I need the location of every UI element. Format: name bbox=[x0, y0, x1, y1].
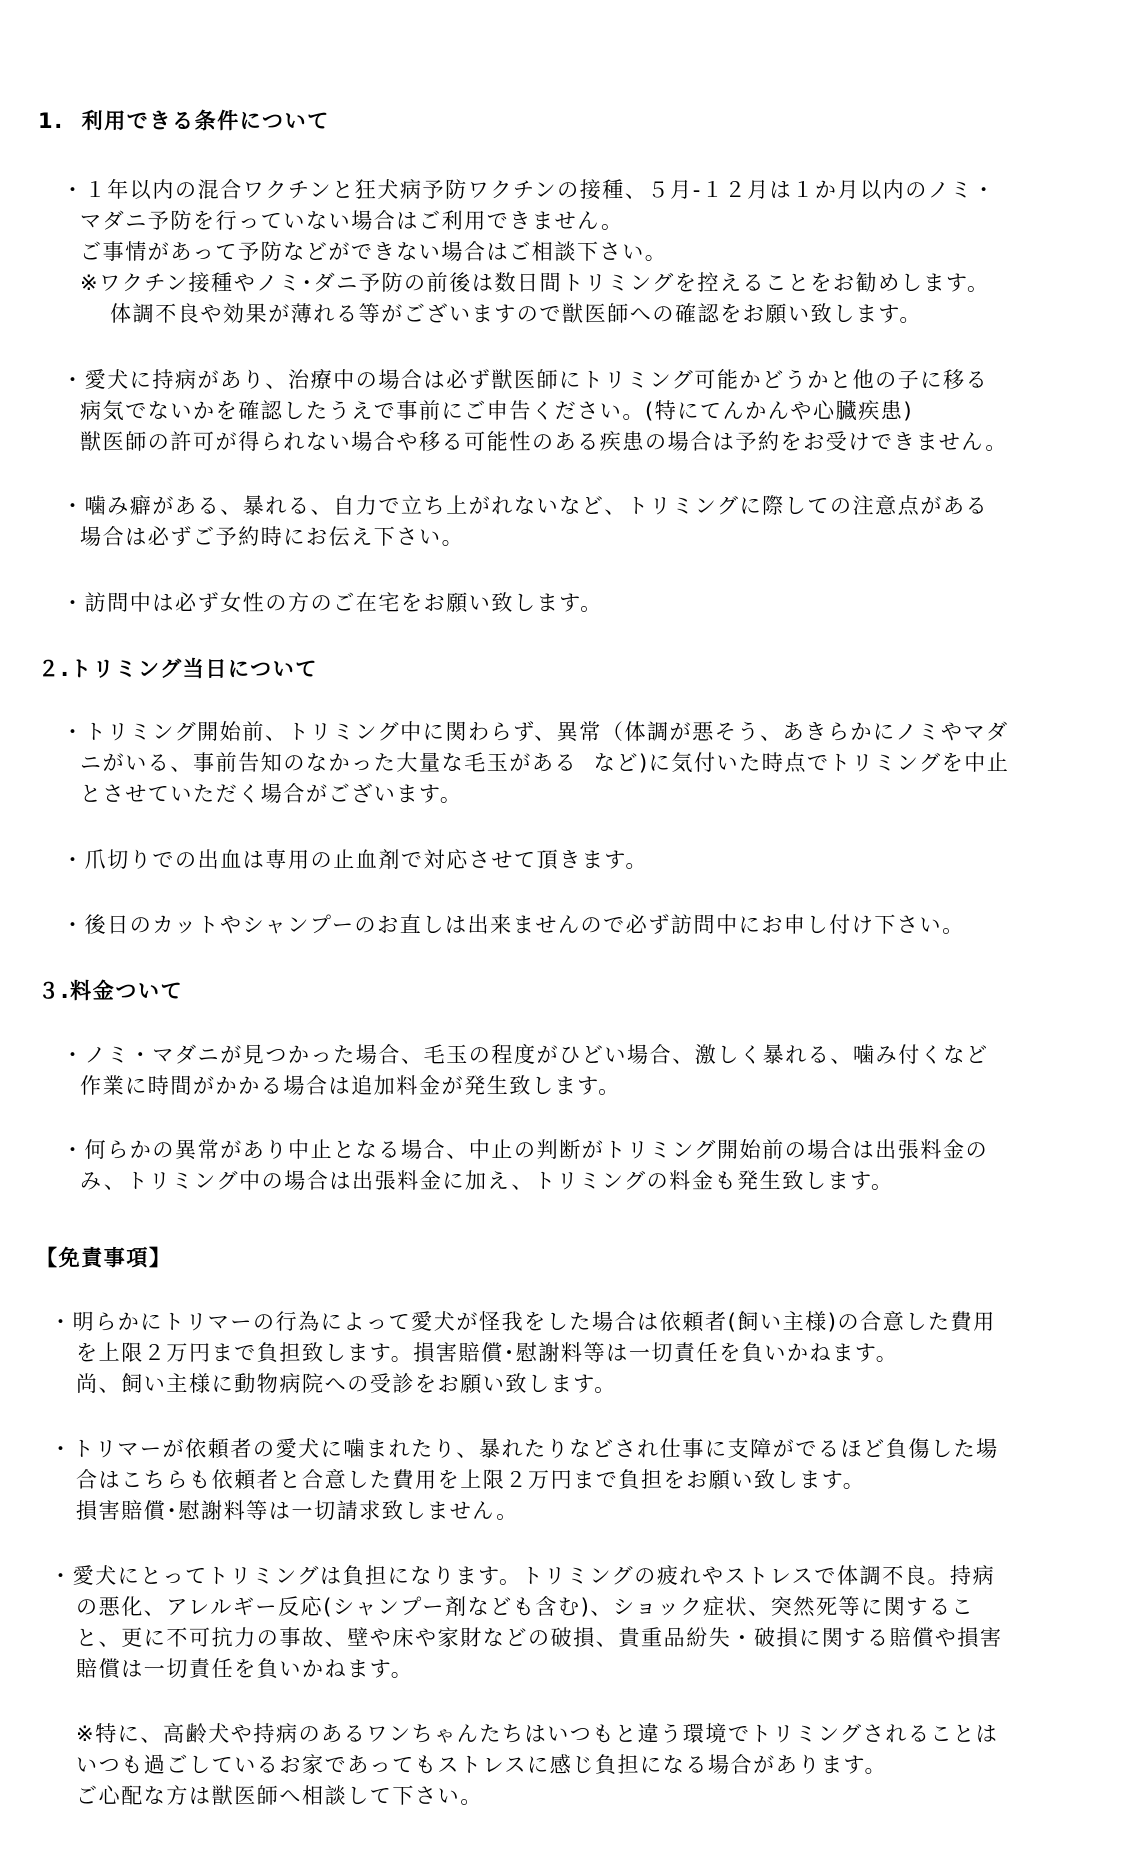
text-line: 病気でないかを確認したうえで事前にご申告ください。(特にてんかんや心臓疾患) bbox=[80, 399, 914, 423]
text-line: 体調不良や効果が薄れる等がございますので獣医師への確認をお願い致します。 bbox=[110, 302, 922, 326]
text-line: 作業に時間がかかる場合は追加料金が発生致します。 bbox=[80, 1074, 621, 1098]
text-line: マダニ予防を行っていない場合はご利用できません。 bbox=[80, 209, 624, 233]
text-line: と、更に不可抗力の事故、壁や床や家財などの破損、貴重品紛失・破損に関する賠償や損害 bbox=[76, 1626, 1003, 1650]
text-line: 尚、飼い主様に動物病院への受診をお願い致します。 bbox=[76, 1372, 617, 1396]
text-line: ニがいる、事前告知のなかった大量な毛玉がある など)に気付いた時点でトリミングを中止 bbox=[80, 751, 1010, 775]
text-line: ・何らかの異常があり中止となる場合、中止の判断がトリミング開始前の場合は出張料金の bbox=[62, 1138, 989, 1162]
text-line: を上限２万円まで負担致します。損害賠償･慰謝料等は一切責任を負いかねます。 bbox=[76, 1341, 899, 1365]
text-line: いつも過ごしているお家であってもストレスに感じ負担になる場合があります。 bbox=[76, 1753, 888, 1777]
text-line: ご心配な方は獣医師へ相談して下さい。 bbox=[76, 1784, 483, 1808]
text-line: ・愛犬にとってトリミングは負担になります。トリミングの疲れやストレスで体調不良。持病 bbox=[50, 1564, 996, 1588]
text-line: ・トリミング開始前、トリミング中に関わらず、異常（体調が悪そう、あきらかにノミやマダ bbox=[62, 720, 1009, 744]
text-line: とさせていただく場合がございます。 bbox=[80, 782, 463, 806]
section-heading: ３.料金ついて bbox=[38, 979, 184, 1003]
text-line: ・爪切りでの出血は専用の止血剤で対応させて頂きます。 bbox=[62, 848, 648, 872]
text-line: ご事情があって予防などができない場合はご相談下さい。 bbox=[80, 240, 668, 264]
text-line: 賠償は一切責任を負いかねます。 bbox=[76, 1657, 414, 1681]
text-line: ※ワクチン接種やノミ･ダニ予防の前後は数日間トリミングを控えることをお勧めします。 bbox=[80, 271, 990, 295]
section-heading: 【免責事項】 bbox=[36, 1246, 172, 1270]
text-line: 獣医師の許可が得られない場合や移る可能性のある疾患の場合は予約をお受けできません。 bbox=[80, 430, 1008, 454]
text-line: ・愛犬に持病があり、治療中の場合は必ず獣医師にトリミング可能かどうかと他の子に移る bbox=[62, 368, 989, 392]
text-line: ・噛み癖がある、暴れる、自力で立ち上がれないなど、トリミングに際しての注意点がある bbox=[62, 494, 989, 518]
text-line: 合はこちらも依頼者と合意した費用を上限２万円まで負担をお願い致します。 bbox=[76, 1468, 866, 1492]
text-line: み、トリミング中の場合は出張料金に加え、トリミングの料金も発生致します。 bbox=[80, 1169, 894, 1193]
text-line: ・トリマーが依頼者の愛犬に噛まれたり、暴れたりなどされ仕事に支障がでるほど負傷した場 bbox=[50, 1437, 999, 1461]
text-line: の悪化、アレルギー反応(シャンプー剤なども含む)、ショック症状、突然死等に関するこ bbox=[76, 1595, 975, 1619]
text-line: ※特に、高齢犬や持病のあるワンちゃんたちはいつもと違う環境でトリミングされることは bbox=[76, 1722, 999, 1746]
text-line: 場合は必ずご予約時にお伝え下さい。 bbox=[80, 525, 465, 549]
section-heading: 1. 利用できる条件について bbox=[38, 109, 330, 133]
text-line: ・後日のカットやシャンプーのお直しは出来ませんので必ず訪問中にお申し付け下さい。 bbox=[62, 913, 965, 937]
text-line: ・訪問中は必ず女性の方のご在宅をお願い致します。 bbox=[62, 591, 603, 615]
text-line: ・明らかにトリマーの行為によって愛犬が怪我をした場合は依頼者(飼い主様)の合意した費用 bbox=[50, 1310, 996, 1334]
section-heading: ２.トリミング当日について bbox=[38, 657, 318, 681]
text-line: ・ノミ・マダニが見つかった場合、毛玉の程度がひどい場合、激しく暴れる、噛み付くなど bbox=[62, 1043, 989, 1067]
text-line: ・１年以内の混合ワクチンと狂犬病予防ワクチンの接種、５月-１２月は１か月以内のノミ・ bbox=[62, 178, 996, 202]
text-line: 損害賠償･慰謝料等は一切請求致しません。 bbox=[76, 1499, 519, 1523]
